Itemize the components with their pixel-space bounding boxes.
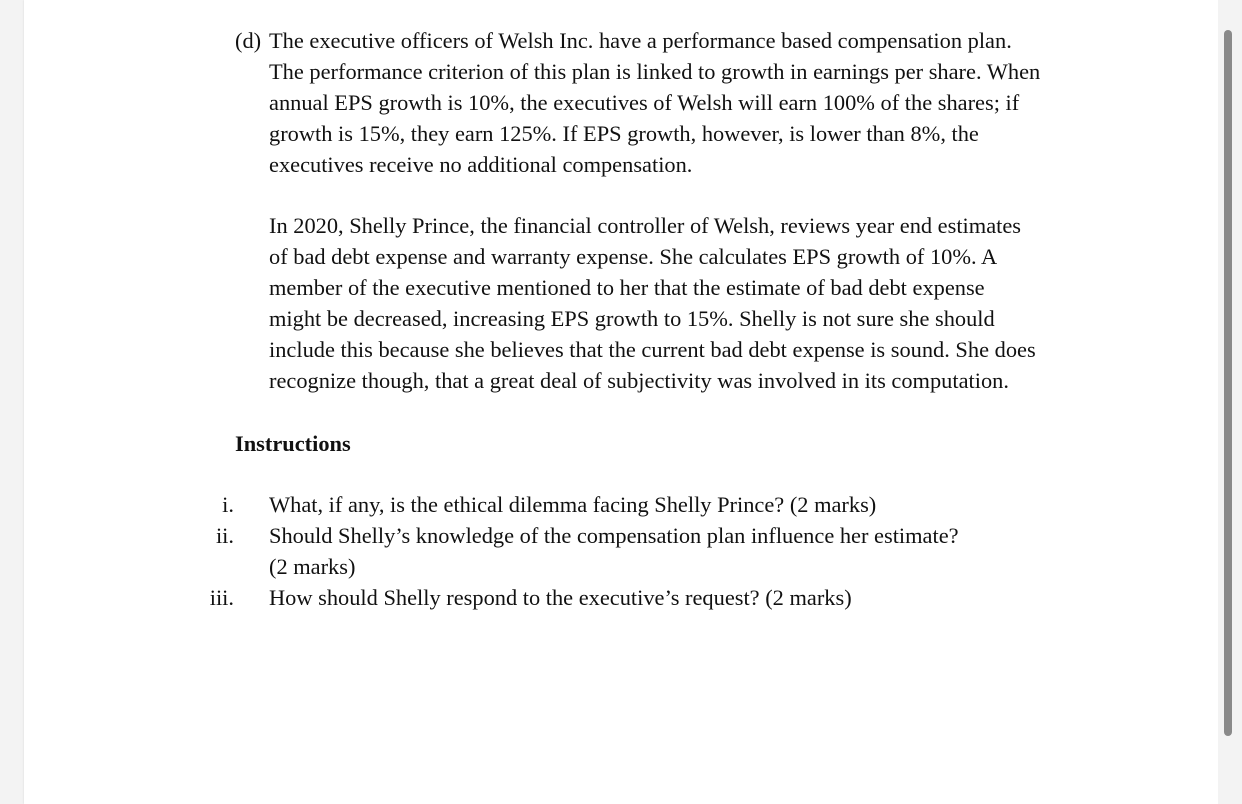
text-line: might be decreased, increasing EPS growth to 15%. Shelly is not sure she should [269, 306, 995, 331]
scrollbar-thumb[interactable] [1224, 30, 1232, 736]
instruction-text: (2 marks) [269, 554, 356, 579]
instruction-text: What, if any, is the ethical dilemma facing Shelly Prince? (2 marks) [269, 492, 877, 517]
instruction-number: ii. [215, 523, 234, 548]
instruction-number: i. [222, 492, 234, 517]
paragraph-scenario [269, 210, 1099, 396]
text-line: executives receive no additional compensation. [269, 152, 693, 177]
paragraph-compensation-plan [269, 25, 1099, 180]
instruction-number: iii. [209, 585, 234, 610]
text-line: recognize though, that a great deal of subjectivity was involved in its computation. [269, 368, 1009, 393]
text-line: of bad debt expense and warranty expense. She calculates EPS growth of 10%. A [269, 244, 998, 269]
vertical-scrollbar[interactable] [1218, 0, 1242, 804]
text-line: growth is 15%, they earn 125%. If EPS growth, however, is lower than 8%, the [269, 121, 979, 146]
text-line: annual EPS growth is 10%, the executives of Welsh will earn 100% of the shares; if [269, 90, 1020, 115]
instruction-text: How should Shelly respond to the executive’s request? (2 marks) [269, 585, 852, 610]
text-line: The executive officers of Welsh Inc. have a performance based compensation plan. [269, 28, 1012, 53]
text-line: include this because she believes that the current bad debt expense is sound. She does [269, 337, 1036, 362]
instructions-heading: Instructions [235, 431, 351, 456]
text-line: The performance criterion of this plan is linked to growth in earnings per share. When [269, 59, 1041, 84]
text-line: In 2020, Shelly Prince, the financial controller of Welsh, reviews year end estimates [269, 213, 1021, 238]
instruction-text: Should Shelly’s knowledge of the compensation plan influence her estimate? [269, 523, 959, 548]
part-label: (d) [235, 28, 262, 53]
text-line: member of the executive mentioned to her that the estimate of bad debt expense [269, 275, 985, 300]
document-page [24, 0, 1218, 804]
